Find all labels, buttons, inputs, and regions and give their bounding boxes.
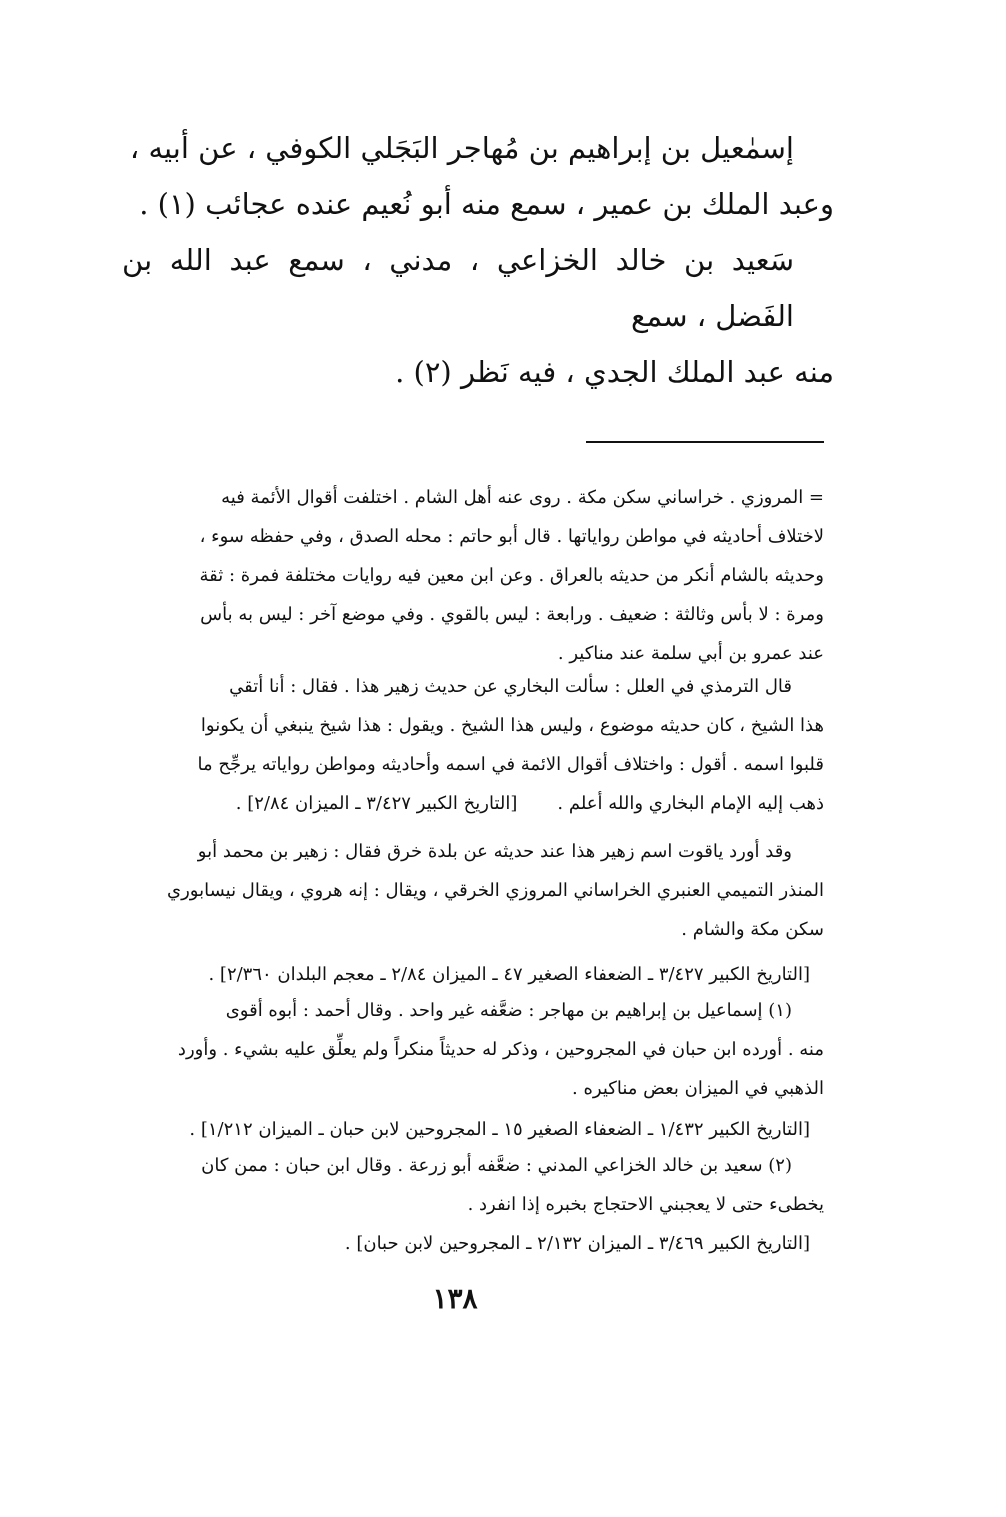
footnote-2 <box>118 1146 824 1224</box>
footnote-reference: [التاريخ الكبير ٣/٤٦٩ ـ الميزان ٢/١٣٢ ـ المجروحين لابن حبان] . <box>344 1233 810 1254</box>
footnote-line: المنذر التميمي العنبري الخراساني المروزي الخرقي ، ويقال : إنه هروي ، ويقال نيسابوري <box>167 880 824 901</box>
footnote-yaqut <box>118 832 824 949</box>
footnote-2-reference <box>118 1224 824 1263</box>
footnote-reference: [التاريخ الكبير ٣/٤٢٧ ـ الضعفاء الصغير ٤٧ ـ الميزان ٢/٨٤ ـ معجم البلدان ٢/٣٦٠] . <box>208 964 810 985</box>
footnote-line: لاختلاف أحاديثه في مواطن رواياتها . قال أبو حاتم : محله الصدق ، وفي حفظه سوء ، <box>199 526 824 547</box>
footnote-continuation <box>118 478 824 673</box>
footnote-text: ذهب إليه الإمام البخاري والله أعلم . <box>557 793 824 814</box>
footnote-line: (٢) سعيد بن خالد الخزاعي المدني : ضعَّفه أبو زرعة . وقال ابن حبان : ممن كان <box>201 1155 792 1176</box>
entry-line: إسمٰعيل بن إبراهيم بن مُهاجر البَجَلي الكوفي ، عن أبيه ، <box>129 131 794 165</box>
page-number: ١٣٨ <box>432 1282 478 1315</box>
footnote-line: منه . أورده ابن حبان في المجروحين ، وذكر له حديثاً منكراً ولم يعلِّق عليه بشيء . وأورد <box>177 1039 824 1060</box>
footnote-reference: [التاريخ الكبير ٣/٤٢٧ ـ الميزان ٢/٨٤] . <box>235 793 518 814</box>
biography-entry-ismail <box>122 120 834 232</box>
footnote-1-reference <box>118 1110 824 1149</box>
footnote-line: ومرة : لا بأس وثالثة : ضعيف . ورابعة : ليس بالقوي . وفي موضع آخر : ليس به بأس <box>200 604 824 625</box>
footnote-line: الذهبي في الميزان بعض مناكيره . <box>572 1078 824 1099</box>
footnote-line: هذا الشيخ ، كان حديثه موضوع ، وليس هذا الشيخ . ويقول : هذا شيخ ينبغي أن يكونوا <box>200 715 824 736</box>
footnote-line: = المروزي . خراساني سكن مكة . روى عنه أهل الشام . اختلفت أقوال الأئمة فيه <box>221 487 824 508</box>
footnote-separator <box>586 441 824 443</box>
footnote-line: وقد أورد ياقوت اسم زهير هذا عند حديثه عن بلدة خرق فقال : زهير بن محمد أبو <box>197 841 792 862</box>
footnote-line: قلبوا اسمه . أقول : واختلاف أقوال الائمة في اسمه وأحاديثه ومواطن رواياته يرجِّح ما <box>197 754 824 775</box>
footnote-line <box>118 784 824 823</box>
footnote-line: وحديثه بالشام أنكر من حديثه بالعراق . وعن ابن معين فيه روايات مختلفة فمرة : ثقة <box>199 565 824 586</box>
entry-line: سَعيد بن خالد الخزاعي ، مدني ، سمع عبد الله بن الفَضل ، سمع <box>122 243 794 333</box>
footnote-reference: [التاريخ الكبير ١/٤٣٢ ـ الضعفاء الصغير ١٥ ـ المجروحين لابن حبان ـ الميزان ١/٢١٢] . <box>189 1119 810 1140</box>
footnote-1 <box>118 991 824 1108</box>
footnote-line: عند عمرو بن أبي سلمة عند مناكير . <box>557 643 824 664</box>
footnote-reference-block <box>118 955 824 994</box>
footnote-line: قال الترمذي في العلل : سألت البخاري عن حديث زهير هذا . فقال : أنا أتقي <box>229 676 792 697</box>
biography-entry-said <box>122 232 834 400</box>
footnote-line: يخطىء حتى لا يعجبني الاحتجاج بخبره إذا انفرد . <box>467 1194 824 1215</box>
entry-line: منه عبد الملك الجدي ، فيه نَظر (٢) . <box>395 355 834 389</box>
footnote-tirmidhi <box>118 667 824 823</box>
entry-line: وعبد الملك بن عمير ، سمع منه أبو نُعيم عنده عجائب (١) . <box>139 187 834 221</box>
footnote-line: (١) إسماعيل بن إبراهيم بن مهاجر : ضعَّفه غير واحد . وقال أحمد : أبوه أقوى <box>225 1000 792 1021</box>
footnote-line: سكن مكة والشام . <box>681 919 824 940</box>
